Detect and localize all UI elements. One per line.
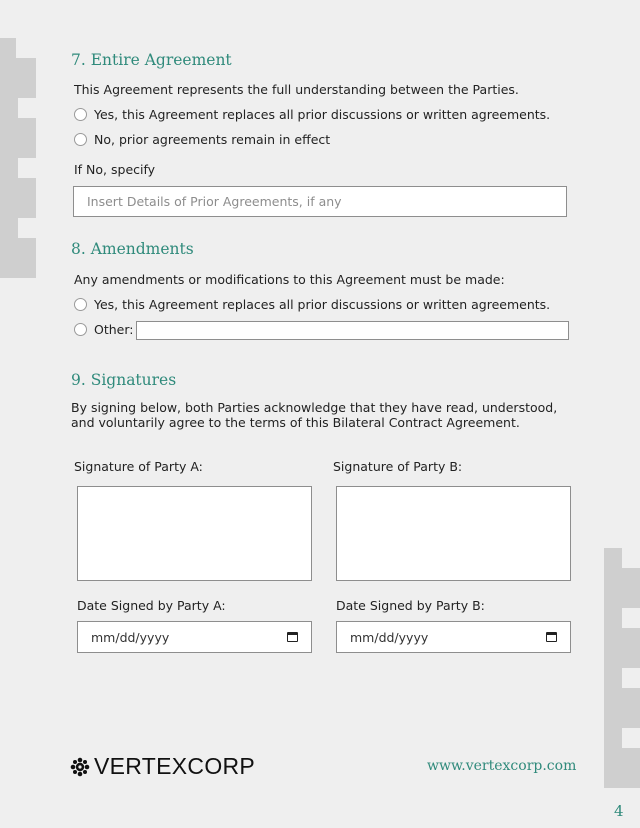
section-7-title: 7. Entire Agreement — [71, 51, 232, 69]
date-placeholder: mm/dd/yyyy — [350, 629, 429, 645]
section-8-title: 8. Amendments — [71, 240, 194, 258]
calendar-icon[interactable] — [287, 632, 298, 642]
date-a-input[interactable] — [77, 621, 312, 653]
signature-a-label: Signature of Party A: — [74, 459, 203, 474]
radio-button[interactable] — [74, 298, 87, 311]
date-placeholder: mm/dd/yyyy — [91, 629, 170, 645]
radio-label: No, prior agreements remain in effect — [94, 132, 331, 147]
radio-option-replaces[interactable] — [74, 107, 550, 122]
other-amendment-input[interactable] — [136, 321, 569, 340]
section-9-intro: By signing below, both Parties acknowledge that they have read, understood, and voluntarily agree to the terms of this Bilateral Contract Agreement. — [71, 400, 558, 430]
radio-option-remain[interactable] — [74, 132, 330, 147]
left-decoration — [0, 38, 40, 278]
calendar-icon[interactable] — [546, 632, 557, 642]
section-8-intro: Any amendments or modifications to this Agreement must be made: — [74, 272, 505, 287]
signature-b-label: Signature of Party B: — [333, 459, 463, 474]
logo-text: VERTEXCORP — [94, 753, 256, 779]
signature-b-box[interactable] — [336, 486, 571, 581]
radio-option-other[interactable] — [74, 322, 133, 337]
input-placeholder: Insert Details of Prior Agreements, if any — [87, 194, 342, 209]
date-b-label: Date Signed by Party B: — [336, 598, 485, 613]
section-9-title: 9. Signatures — [71, 371, 177, 389]
radio-button[interactable] — [74, 323, 87, 336]
page-number: 4 — [614, 802, 624, 820]
prior-agreements-input[interactable] — [73, 186, 567, 217]
gear-flower-icon — [70, 757, 90, 777]
date-a-label: Date Signed by Party A: — [77, 598, 226, 613]
date-b-input[interactable] — [336, 621, 571, 653]
radio-button[interactable] — [74, 133, 87, 146]
radio-button[interactable] — [74, 108, 87, 121]
radio-label: Yes, this Agreement replaces all prior discussions or written agreements. — [94, 107, 551, 122]
specify-label: If No, specify — [74, 162, 156, 177]
signature-a-box[interactable] — [77, 486, 312, 581]
website-url[interactable]: www.vertexcorp.com — [427, 758, 577, 774]
radio-label: Yes, this Agreement replaces all prior discussions or written agreements. — [94, 297, 551, 312]
radio-label: Other: — [94, 322, 134, 337]
section-7-intro: This Agreement represents the full understanding between the Parties. — [74, 82, 519, 97]
company-logo — [70, 753, 255, 780]
radio-option-yes[interactable] — [74, 297, 550, 312]
right-decoration — [604, 548, 640, 788]
